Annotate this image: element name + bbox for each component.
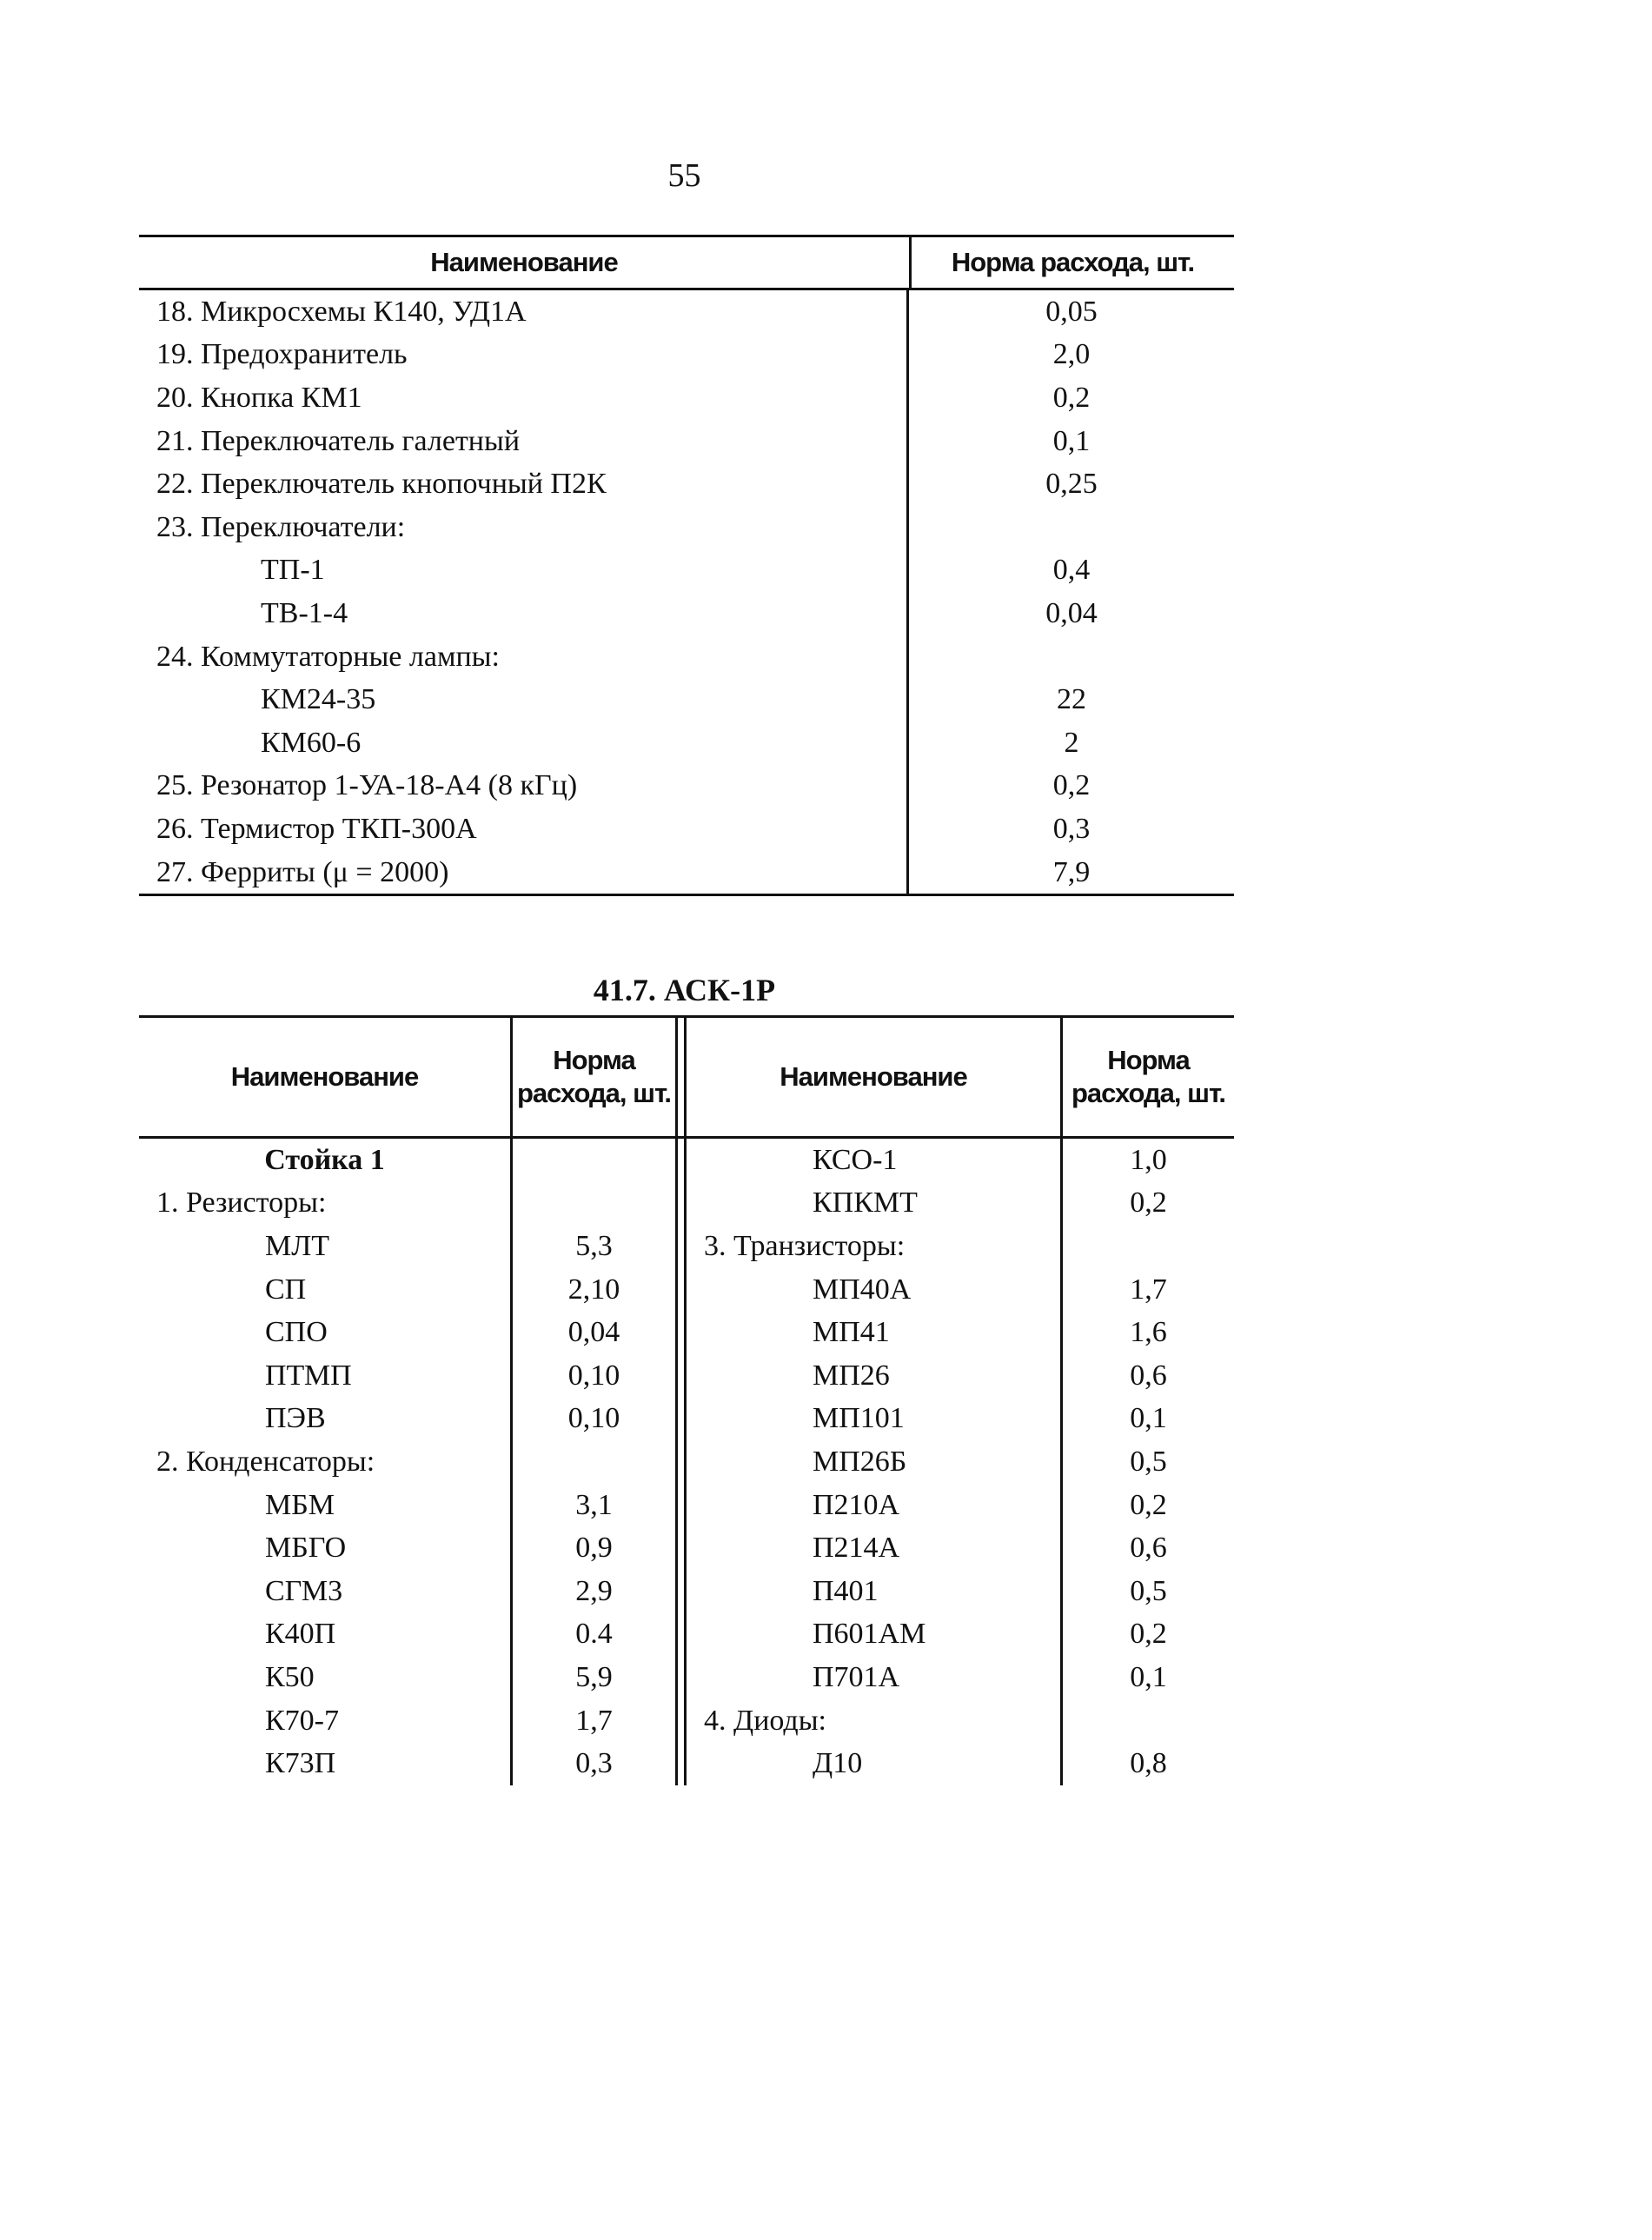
left-item-norm: 1,7 (513, 1699, 678, 1743)
right-item-norm: 0,2 (1130, 1488, 1167, 1521)
item-name: ТВ-1-4 (139, 592, 909, 635)
table-row (139, 1139, 1234, 1182)
table-row (139, 635, 1234, 679)
left-item-name: К40П (139, 1613, 513, 1657)
materials-table-continued (139, 235, 1234, 896)
item-name: 20. Кнопка КМ1 (139, 376, 909, 420)
column-divider (678, 1484, 687, 1527)
right-item-name: П210А (687, 1484, 1063, 1527)
table-body (139, 1139, 1234, 1785)
item-norm: 0,2 (1052, 381, 1091, 414)
right-item-norm: 0,8 (1130, 1747, 1167, 1780)
item-norm: 0,1 (1052, 424, 1091, 457)
item-norm: 0,04 (1045, 596, 1098, 629)
header-name: Наименование (139, 237, 912, 288)
table-row (139, 1311, 1234, 1354)
right-item-name: П601АМ (687, 1613, 1063, 1657)
right-item-name: П701А (687, 1656, 1063, 1699)
left-item-norm: 0,3 (513, 1742, 678, 1785)
right-item-norm: 0,6 (1130, 1532, 1167, 1565)
right-item-norm: 0,2 (1130, 1618, 1167, 1651)
item-norm: 2,0 (1052, 338, 1091, 371)
item-name: 23. Переключатели: (139, 506, 909, 549)
header-name-right: Наименование (687, 1018, 1063, 1136)
left-item-name: СГМ3 (139, 1570, 513, 1613)
table-row (139, 1699, 1234, 1743)
item-name: 24. Коммутаторные лампы: (139, 635, 909, 679)
left-item-norm: 5,9 (513, 1656, 678, 1699)
right-item-norm: 0,5 (1130, 1574, 1167, 1607)
right-item-name: МП101 (687, 1398, 1063, 1441)
left-item-norm (513, 1139, 678, 1182)
right-item-norm: 0,5 (1130, 1445, 1167, 1478)
ask-1r-table (139, 1015, 1234, 1785)
table-body (139, 290, 1234, 896)
column-divider (678, 1018, 687, 1136)
table-row (139, 506, 1234, 549)
table-row (139, 851, 1234, 894)
left-item-name: МБМ (139, 1484, 513, 1527)
table-row (139, 721, 1234, 765)
header-name-left: Наименование (139, 1018, 513, 1136)
left-item-name: К50 (139, 1656, 513, 1699)
right-item-norm (1063, 1225, 1234, 1268)
right-item-name: МП26Б (687, 1440, 1063, 1484)
table-row (139, 1440, 1234, 1484)
table-row (139, 765, 1234, 808)
right-item-norm: 1,7 (1130, 1273, 1167, 1306)
column-divider (678, 1570, 687, 1613)
left-item-norm: 0,9 (513, 1526, 678, 1570)
left-item-norm: 0,04 (513, 1311, 678, 1354)
left-item-name: МБГО (139, 1526, 513, 1570)
column-divider (678, 1440, 687, 1484)
table-row (139, 420, 1234, 463)
right-item-name: 3. Транзисторы: (687, 1225, 1063, 1268)
right-item-name: КСО-1 (687, 1139, 1063, 1182)
table-row (139, 592, 1234, 635)
item-norm: 0,05 (1045, 295, 1098, 328)
left-item-norm: 3,1 (513, 1484, 678, 1527)
column-divider (678, 1182, 687, 1226)
header-norm-left: Норма расхода, шт. (513, 1018, 678, 1136)
left-item-name: МЛТ (139, 1225, 513, 1268)
column-divider (678, 1311, 687, 1354)
table-row (139, 549, 1234, 593)
item-name: 26. Термистор ТКП-300А (139, 808, 909, 851)
left-item-name: ПЭВ (139, 1398, 513, 1441)
right-item-name: П401 (687, 1570, 1063, 1613)
column-divider (678, 1398, 687, 1441)
right-item-norm: 0,1 (1130, 1660, 1167, 1693)
table-row (139, 1268, 1234, 1312)
right-item-norm: 0,2 (1130, 1186, 1167, 1220)
right-item-name: П214А (687, 1526, 1063, 1570)
table-row (139, 334, 1234, 377)
item-name: 25. Резонатор 1-УА-18-А4 (8 кГц) (139, 765, 909, 808)
column-divider (678, 1742, 687, 1785)
left-item-name: 2. Конденсаторы: (139, 1440, 513, 1484)
left-item-norm: 0,10 (513, 1398, 678, 1441)
column-divider (678, 1526, 687, 1570)
left-item-name: СП (139, 1268, 513, 1312)
item-norm: 7,9 (1052, 855, 1091, 888)
table-row (139, 1484, 1234, 1527)
table-row (139, 462, 1234, 506)
item-norm: 22 (1057, 683, 1086, 716)
item-name: 22. Переключатель кнопочный П2К (139, 462, 909, 506)
left-item-norm: 5,3 (513, 1225, 678, 1268)
page-number: 55 (667, 157, 701, 194)
left-item-name: К73П (139, 1742, 513, 1785)
table-row (139, 1742, 1234, 1785)
item-name: КМ24-35 (139, 678, 909, 721)
column-divider (678, 1656, 687, 1699)
left-item-norm: 2,10 (513, 1268, 678, 1312)
column-divider (678, 1613, 687, 1657)
column-divider (678, 1139, 687, 1182)
right-item-norm: 0,1 (1130, 1402, 1167, 1435)
item-name: КМ60-6 (139, 721, 909, 765)
right-item-name: КПКМТ (687, 1182, 1063, 1226)
table-row (139, 1398, 1234, 1441)
right-item-norm: 1,6 (1130, 1316, 1167, 1349)
left-item-norm: 0,10 (513, 1354, 678, 1398)
section-title: 41.7. АСК-1Р (593, 973, 776, 1007)
column-divider (678, 1225, 687, 1268)
right-item-name: 4. Диоды: (687, 1699, 1063, 1743)
item-norm: 0,3 (1052, 812, 1091, 845)
column-divider (678, 1354, 687, 1398)
left-item-name: Стойка 1 (139, 1139, 513, 1182)
right-item-name: МП26 (687, 1354, 1063, 1398)
item-name: 18. Микросхемы К140, УД1А (139, 290, 909, 334)
left-item-norm: 2,9 (513, 1570, 678, 1613)
right-item-norm (1063, 1699, 1234, 1743)
item-name: 21. Переключатель галетный (139, 420, 909, 463)
table-row (139, 376, 1234, 420)
table-row (139, 1570, 1234, 1613)
left-item-norm (513, 1182, 678, 1226)
header-norm-right: Норма расхода, шт. (1071, 1045, 1226, 1108)
item-norm: 0,4 (1052, 554, 1091, 587)
table-row (139, 1613, 1234, 1657)
left-item-norm (513, 1440, 678, 1484)
table-row (139, 1656, 1234, 1699)
right-item-name: МП40А (687, 1268, 1063, 1312)
right-item-norm: 0,6 (1130, 1359, 1167, 1392)
right-item-name: Д10 (687, 1742, 1063, 1785)
table-row (139, 1526, 1234, 1570)
table-row (139, 1354, 1234, 1398)
item-name: ТП-1 (139, 549, 909, 593)
left-item-name: 1. Резисторы: (139, 1182, 513, 1226)
table-row (139, 290, 1234, 334)
item-name: 27. Ферриты (μ = 2000) (139, 851, 909, 894)
item-norm: 0,2 (1052, 769, 1091, 802)
table-row (139, 1225, 1234, 1268)
left-item-norm: 0.4 (513, 1613, 678, 1657)
right-item-name: МП41 (687, 1311, 1063, 1354)
table-header (139, 237, 1234, 290)
right-item-norm: 1,0 (1130, 1143, 1167, 1176)
left-item-name: ПТМП (139, 1354, 513, 1398)
item-norm: 2 (1064, 726, 1079, 759)
left-item-name: СПО (139, 1311, 513, 1354)
table-row (139, 1182, 1234, 1226)
table-row (139, 678, 1234, 721)
column-divider (678, 1268, 687, 1312)
table-header (139, 1018, 1234, 1139)
table-row (139, 808, 1234, 851)
item-name: 19. Предохранитель (139, 334, 909, 377)
header-norm: Норма расхода, шт. (951, 247, 1195, 277)
left-item-name: К70-7 (139, 1699, 513, 1743)
column-divider (678, 1699, 687, 1743)
item-norm: 0,25 (1045, 468, 1098, 501)
